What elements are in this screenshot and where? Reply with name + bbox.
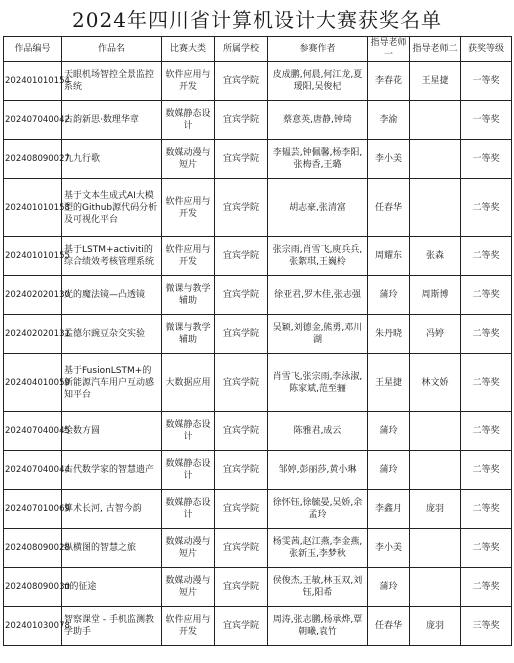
- category-cell: 微课与教学辅助: [162, 276, 215, 315]
- advisor-one-cell: 李鑫月: [368, 490, 410, 529]
- award-level-cell: 二等奖: [461, 451, 512, 490]
- advisor-two-cell: [410, 451, 461, 490]
- work-name-cell: π的征途: [62, 568, 162, 607]
- category-cell: 数媒动漫与短片: [162, 140, 215, 179]
- authors-cell: 胡志豪,张清富: [268, 179, 368, 237]
- advisor-two-cell: 周斯博: [410, 276, 461, 315]
- work-id-cell: 202408090027: [4, 140, 62, 179]
- award-level-cell: 二等奖: [461, 490, 512, 529]
- award-level-cell: 二等奖: [461, 315, 512, 354]
- authors-cell: 陈雅君,成云: [268, 412, 368, 451]
- category-cell: 数媒静态设计: [162, 451, 215, 490]
- advisor-one-cell: 李小美: [368, 140, 410, 179]
- school-cell: 宜宾学院: [215, 490, 268, 529]
- school-cell: 宜宾学院: [215, 568, 268, 607]
- work-id-cell: 202404010059: [4, 354, 62, 412]
- work-name-cell: 智察课堂 - 手机监测教学助手: [62, 607, 162, 646]
- work-id-cell: 202401010154: [4, 62, 62, 101]
- column-header: 作品编号: [4, 37, 62, 62]
- school-cell: 宜宾学院: [215, 529, 268, 568]
- school-cell: 宜宾学院: [215, 451, 268, 490]
- advisor-one-cell: 蒲玲: [368, 451, 410, 490]
- table-row: [4, 237, 512, 276]
- table-row: [4, 140, 512, 179]
- advisor-two-cell: [410, 179, 461, 237]
- work-name-cell: 基于文本生成式AI大模型的Github源代码分析及可视化平台: [62, 179, 162, 237]
- advisor-two-cell: 庞羽: [410, 490, 461, 529]
- award-level-cell: 二等奖: [461, 354, 512, 412]
- work-id-cell: 202401010155: [4, 237, 62, 276]
- table-row: [4, 490, 512, 529]
- work-id-cell: 202407040045: [4, 412, 62, 451]
- school-cell: 宜宾学院: [215, 140, 268, 179]
- column-header: 指导老师一: [368, 37, 410, 62]
- category-cell: 数媒静态设计: [162, 101, 215, 140]
- authors-cell: 周涛,张志鹏,杨承烨,覃朝曦,袁竹: [268, 607, 368, 646]
- advisor-one-cell: 蒲玲: [368, 412, 410, 451]
- award-table: [3, 36, 512, 646]
- work-name-cell: 古代数学家的智慧遗产: [62, 451, 162, 490]
- advisor-one-cell: 周耀东: [368, 237, 410, 276]
- header-row: [4, 37, 512, 62]
- award-level-cell: 二等奖: [461, 179, 512, 237]
- advisor-two-cell: 王星捷: [410, 62, 461, 101]
- advisor-two-cell: [410, 568, 461, 607]
- column-header: 获奖等级: [461, 37, 512, 62]
- work-name-cell: 算术长河, 古智今韵: [62, 490, 162, 529]
- award-level-cell: 一等奖: [461, 101, 512, 140]
- award-level-cell: 一等奖: [461, 62, 512, 101]
- school-cell: 宜宾学院: [215, 354, 268, 412]
- school-cell: 宜宾学院: [215, 179, 268, 237]
- table-row: [4, 451, 512, 490]
- advisor-two-cell: 冯婷: [410, 315, 461, 354]
- column-header: 指导老师二: [410, 37, 461, 62]
- school-cell: 宜宾学院: [215, 315, 268, 354]
- authors-cell: 皮成鹏,何晨,何江龙,夏瑷阳,吴俊杞: [268, 62, 368, 101]
- advisor-one-cell: 任春华: [368, 179, 410, 237]
- school-cell: 宜宾学院: [215, 276, 268, 315]
- category-cell: 大数据应用: [162, 354, 215, 412]
- authors-cell: 侯俊杰,王敏,林玉双,刘钰,阳希: [268, 568, 368, 607]
- advisor-one-cell: 朱丹晓: [368, 315, 410, 354]
- table-row: [4, 529, 512, 568]
- school-cell: 宜宾学院: [215, 607, 268, 646]
- work-name-cell: 基于LSTM+activiti的综合绩效考核管理系统: [62, 237, 162, 276]
- school-cell: 宜宾学院: [215, 237, 268, 276]
- category-cell: 数媒静态设计: [162, 490, 215, 529]
- award-level-cell: 二等奖: [461, 529, 512, 568]
- advisor-one-cell: 李小美: [368, 529, 410, 568]
- work-id-cell: 202407010069: [4, 490, 62, 529]
- authors-cell: 李韫芸,钟佩馨,杨李阳,张梅香,王璐: [268, 140, 368, 179]
- school-cell: 宜宾学院: [215, 62, 268, 101]
- authors-cell: 肖雪飞,张宗雨,李泳淑,陈家斌,范至骊: [268, 354, 368, 412]
- authors-cell: 蔡意英,唐静,钟琦: [268, 101, 368, 140]
- table-row: [4, 354, 512, 412]
- page-title: 2024年四川省计算机设计大赛获奖名单: [72, 7, 442, 32]
- table-row: [4, 276, 512, 315]
- advisor-two-cell: [410, 529, 461, 568]
- work-name-cell: 孟德尔豌豆杂交实验: [62, 315, 162, 354]
- advisor-two-cell: [410, 101, 461, 140]
- authors-cell: 徐亚君,罗木佳,张志强: [268, 276, 368, 315]
- work-id-cell: 202407040044: [4, 451, 62, 490]
- work-id-cell: 202402020130: [4, 276, 62, 315]
- advisor-two-cell: 张森: [410, 237, 461, 276]
- work-name-cell: 绘数方圆: [62, 412, 162, 451]
- school-cell: 宜宾学院: [215, 101, 268, 140]
- authors-cell: 张宗雨,肖雪飞,庾兵兵,张絮琪,王巍柃: [268, 237, 368, 276]
- table-row: [4, 62, 512, 101]
- table-row: [4, 179, 512, 237]
- column-header: 比赛大类: [162, 37, 215, 62]
- advisor-two-cell: [410, 412, 461, 451]
- column-header: 参赛作者: [268, 37, 368, 62]
- column-header: 所属学校: [215, 37, 268, 62]
- award-level-cell: 一等奖: [461, 140, 512, 179]
- advisor-two-cell: [410, 140, 461, 179]
- work-name-cell: 纵横图的智慧之旅: [62, 529, 162, 568]
- award-level-cell: 二等奖: [461, 276, 512, 315]
- advisor-one-cell: 王星捷: [368, 354, 410, 412]
- advisor-one-cell: 李春花: [368, 62, 410, 101]
- category-cell: 软件应用与开发: [162, 607, 215, 646]
- work-id-cell: 202408090030: [4, 568, 62, 607]
- work-id-cell: 202407040042: [4, 101, 62, 140]
- category-cell: 数媒动漫与短片: [162, 529, 215, 568]
- work-name-cell: 光的魔法镜—凸透镜: [62, 276, 162, 315]
- advisor-two-cell: 林文娇: [410, 354, 461, 412]
- advisor-two-cell: 庞羽: [410, 607, 461, 646]
- authors-cell: 徐怀钰,徐毓晏,吴娇,余孟玲: [268, 490, 368, 529]
- table-row: [4, 412, 512, 451]
- category-cell: 微课与教学辅助: [162, 315, 215, 354]
- work-id-cell: 202408090028: [4, 529, 62, 568]
- table-row: [4, 607, 512, 646]
- category-cell: 软件应用与开发: [162, 62, 215, 101]
- category-cell: 数媒动漫与短片: [162, 568, 215, 607]
- work-id-cell: 202401010158: [4, 179, 62, 237]
- authors-cell: 邹婷,彭丽莎,黄小琳: [268, 451, 368, 490]
- advisor-one-cell: 蒲玲: [368, 568, 410, 607]
- table-row: [4, 315, 512, 354]
- award-level-cell: 二等奖: [461, 237, 512, 276]
- category-cell: 软件应用与开发: [162, 179, 215, 237]
- table-row: [4, 568, 512, 607]
- work-name-cell: 基于FusionLSTM+的新能源汽车用户互动感知平台: [62, 354, 162, 412]
- advisor-one-cell: 李渝: [368, 101, 410, 140]
- table-row: [4, 101, 512, 140]
- work-name-cell: 九九行歌: [62, 140, 162, 179]
- award-level-cell: 二等奖: [461, 568, 512, 607]
- award-level-cell: 三等奖: [461, 607, 512, 646]
- category-cell: 软件应用与开发: [162, 237, 215, 276]
- column-header: 作品名: [62, 37, 162, 62]
- work-name-cell: 古韵新思·数理华章: [62, 101, 162, 140]
- work-id-cell: 202402020131: [4, 315, 62, 354]
- authors-cell: 杨雯茜,赵江燕,李金燕,张新玉,李梦秋: [268, 529, 368, 568]
- work-name-cell: 天眼机场智控全景监控系统: [62, 62, 162, 101]
- advisor-one-cell: 蒲玲: [368, 276, 410, 315]
- advisor-one-cell: 任春华: [368, 607, 410, 646]
- category-cell: 数媒静态设计: [162, 412, 215, 451]
- award-level-cell: 二等奖: [461, 412, 512, 451]
- work-id-cell: 202401030078: [4, 607, 62, 646]
- authors-cell: 吴颖,刘德金,熊勇,邓川湖: [268, 315, 368, 354]
- school-cell: 宜宾学院: [215, 412, 268, 451]
